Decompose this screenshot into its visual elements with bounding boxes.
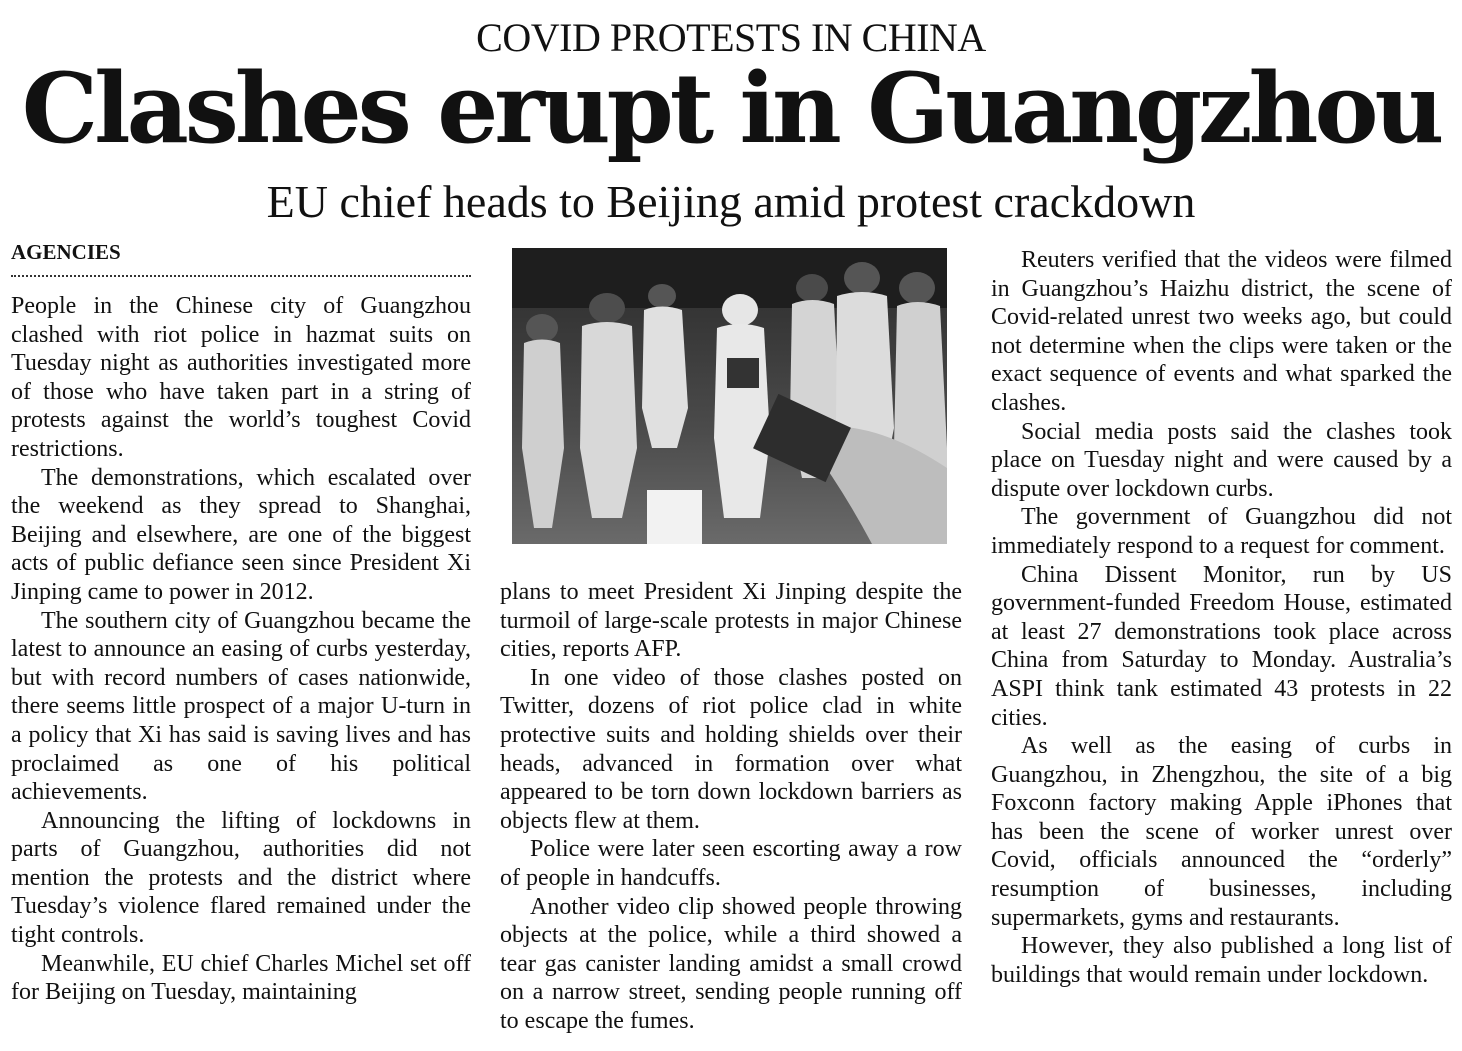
subheadline: EU chief heads to Beijing amid protest crackdown	[266, 176, 1196, 227]
headline: Clashes erupt in Guangzhou	[21, 52, 1441, 165]
paragraph: Meanwhile, EU chief Charles Michel set off for Beijing on Tuesday, maintaining	[11, 950, 471, 1006]
paragraph: The demonstrations, which escalated over the weekend as they spread to Shanghai, Beijing and elsewhere, are one of the biggest acts of public defiance seen since President Xi Jinping came to power in 2012.	[11, 464, 471, 605]
paragraph: China Dissent Monitor, run by US government-funded Freedom House, estimated at least 27 demonstrations took place across China from Saturday to Monday. Australia’s ASPI think tank estimated 43 protests in 22 cities.	[991, 561, 1452, 731]
paragraph: People in the Chinese city of Guangzhou clashed with riot police in hazmat suits on Tuesday night as authorities investigated more of those who have taken part in a string of protests against the world’s toughest Covid restrictions.	[11, 293, 471, 462]
paragraph: In one video of those clashes posted on Twitter, dozens of riot police clad in white protective suits and holding shields over their heads, advanced in formation over what appeared to be torn down lockdown barriers as objects flew at them.	[500, 664, 962, 834]
photo-riot-police-hazmat-suits	[512, 248, 947, 544]
kicker: COVID PROTESTS IN CHINA	[476, 15, 986, 60]
paragraph: The southern city of Guangzhou became the latest to announce an easing of curbs yesterday, but with record numbers of cases nationwide, there seems little prospect of a major U-turn in a policy that Xi has said is saving lives and has proclaimed as one of his political achievements.	[11, 607, 471, 806]
paragraph: Social media posts said the clashes took place on Tuesday night and were caused by a dispute over lockdown curbs.	[991, 418, 1452, 502]
paragraph: plans to meet President Xi Jinping despite the turmoil of large-scale protests in major Chinese cities, reports AFP.	[500, 579, 962, 663]
paragraph: Announcing the lifting of lockdowns in parts of Guangzhou, authorities did not mention the protests and the district where Tuesday’s violence flared remained under the tight controls.	[11, 807, 471, 949]
paragraph: However, they also published a long list of buildings that would remain under lockdown.	[991, 933, 1452, 988]
byline-divider	[11, 275, 471, 277]
paragraph: As well as the easing of curbs in Guangzhou, in Zhengzhou, the site of a big Foxconn factory making Apple iPhones that has been the scene of worker unrest over Covid, officials announced the “orderly” resumption of businesses, including supermarkets, gyms and restaurants.	[991, 733, 1452, 931]
paragraph: Another video clip showed people throwing objects at the police, while a third showed a tear gas canister landing amidst a small crowd on a narrow street, sending people running off to escape the fumes.	[500, 893, 962, 1034]
paragraph: Reuters verified that the videos were filmed in Guangzhou’s Haizhu district, the scene of Covid-related unrest two weeks ago, but could not determine when the clips were taken or the exact sequence of events and what sparked the clashes.	[991, 247, 1452, 416]
paragraph: The government of Guangzhou did not immediately respond to a request for comment.	[991, 504, 1452, 559]
article-column-2	[500, 578, 962, 1048]
article-column-1	[11, 292, 471, 1048]
article-column-3	[991, 246, 1452, 1048]
paragraph: Police were later seen escorting away a row of people in handcuffs.	[500, 836, 962, 891]
byline: AGENCIES	[11, 240, 121, 264]
